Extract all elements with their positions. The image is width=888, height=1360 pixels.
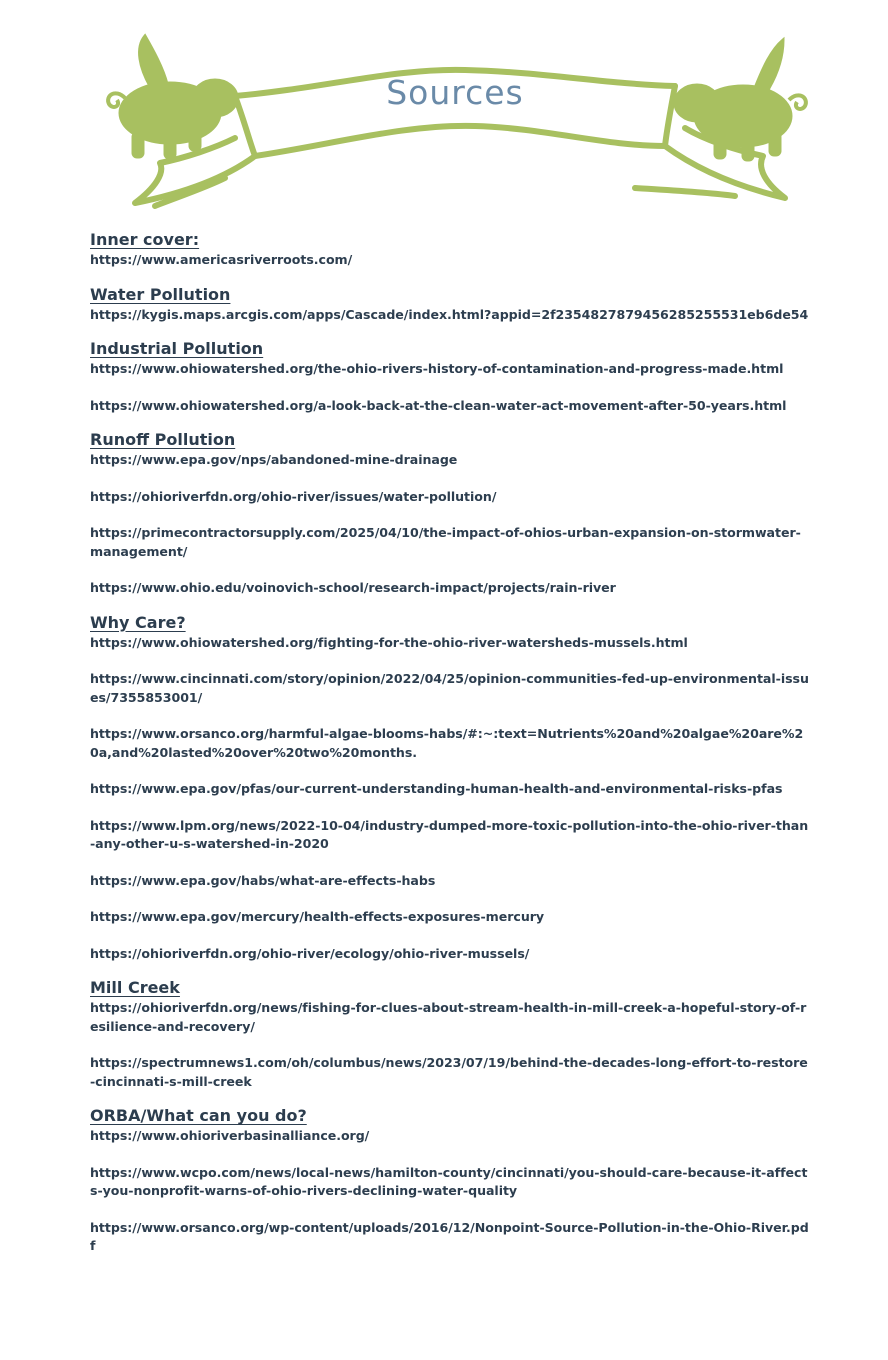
source-link[interactable]: https://www.ohio.edu/voinovich-school/research-impact/projects/rain-river <box>90 580 616 595</box>
source-link[interactable]: https://www.orsanco.org/wp-content/uploads/2016/12/Nonpoint-Source-Pollution-in-the-Ohio-River.pdf <box>90 1219 809 1253</box>
source-link[interactable]: https://www.ohiowatershed.org/a-look-back-at-the-clean-water-act-movement-after-50-years.html <box>90 397 787 413</box>
section-heading: Inner cover: <box>90 230 200 249</box>
source-link[interactable]: https://www.ohioriverbasinalliance.org/ <box>90 1128 370 1143</box>
source-link[interactable]: https://www.epa.gov/mercury/health-effects-exposures-mercury <box>90 909 545 924</box>
section-runoff-pollution <box>90 429 810 598</box>
source-link[interactable]: https://www.ohiowatershed.org/fighting-for-the-ohio-river-watersheds-mussels.html <box>90 634 688 650</box>
source-link[interactable]: https://ohioriverfdn.org/news/fishing-for-clues-about-stream-health-in-mill-creek-a-hopeful-story-of-resilience-and-recovery/ <box>90 1000 807 1034</box>
source-link[interactable]: https://www.wcpo.com/news/local-news/hamilton-county/cincinnati/you-should-care-because-it-affects-you-nonprofit-warns-of-ohio-rivers-declining-water-quality <box>90 1164 808 1198</box>
section-heading: Mill Creek <box>90 978 180 997</box>
source-link[interactable]: https://www.ohiowatershed.org/the-ohio-rivers-history-of-contamination-and-progress-made.html <box>90 361 784 376</box>
section-industrial-pollution <box>90 338 810 415</box>
section-heading: Industrial Pollution <box>90 339 264 358</box>
source-link[interactable]: https://www.epa.gov/habs/what-are-effects-habs <box>90 872 436 888</box>
source-link[interactable]: https://spectrumnews1.com/oh/columbus/news/2023/07/19/behind-the-decades-long-effort-to-restore-cincinnati-s-mill-creek <box>90 1055 808 1089</box>
source-link[interactable]: https://www.lpm.org/news/2022-10-04/industry-dumped-more-toxic-pollution-into-the-ohio-river-than-any-other-u-s-watershed-in-2020 <box>90 817 809 851</box>
source-link[interactable]: https://www.epa.gov/pfas/our-current-understanding-human-health-and-environmental-risks-pfas <box>90 781 783 796</box>
section-mill-creek <box>90 977 810 1091</box>
section-orba-what-can-you-do <box>90 1105 810 1256</box>
banner-illustration <box>95 28 815 223</box>
sources-list <box>90 229 810 1270</box>
sources-banner <box>95 28 815 223</box>
section-why-care <box>90 612 810 964</box>
source-link[interactable]: https://www.epa.gov/nps/abandoned-mine-drainage <box>90 452 458 467</box>
source-link[interactable]: https://primecontractorsupply.com/2025/04/10/the-impact-of-ohios-urban-expansion-on-stormwater-management/ <box>90 525 801 559</box>
banner-title: Sources <box>386 73 524 112</box>
source-link[interactable]: https://www.cincinnati.com/story/opinion/2022/04/25/opinion-communities-fed-up-environmental-issues/7355853001/ <box>90 671 809 705</box>
source-link[interactable]: https://ohioriverfdn.org/ohio-river/issues/water-pollution/ <box>90 488 497 504</box>
section-inner-cover <box>90 229 810 270</box>
source-link[interactable]: https://www.orsanco.org/harmful-algae-blooms-habs/#:~:text=Nutrients%20and%20algae%20are%20a,and%20lasted%20over%20two%20months. <box>90 726 804 760</box>
source-link[interactable]: https://www.americasriverroots.com/ <box>90 252 353 267</box>
section-water-pollution <box>90 284 810 325</box>
section-heading: Water Pollution <box>90 284 231 304</box>
section-heading: Runoff Pollution <box>90 430 236 449</box>
section-heading: Why Care? <box>90 612 186 632</box>
source-link[interactable]: https://kygis.maps.arcgis.com/apps/Cascade/index.html?appid=2f2354827879456285255531eb6de54 <box>90 306 809 322</box>
section-heading: ORBA/What can you do? <box>90 1106 307 1125</box>
source-link[interactable]: https://ohioriverfdn.org/ohio-river/ecology/ohio-river-mussels/ <box>90 945 530 961</box>
